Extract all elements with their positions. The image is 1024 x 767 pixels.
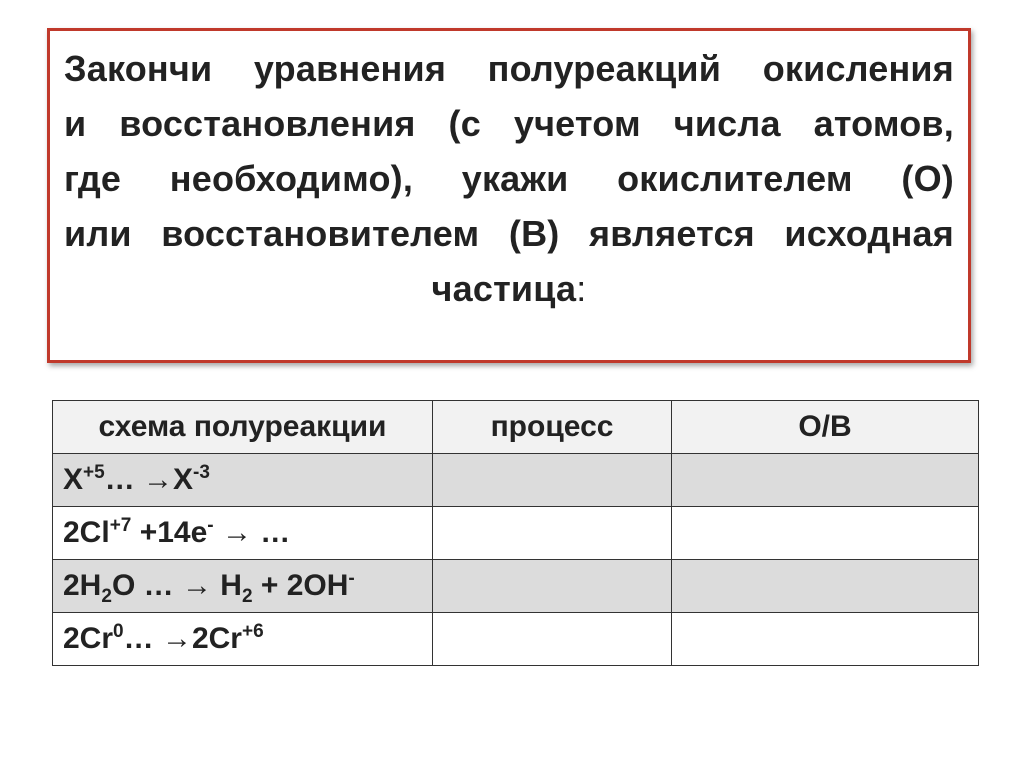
task-word: является [589,213,755,254]
table-header-row [53,401,979,454]
task-word: необходимо), [169,158,414,199]
task-box [47,28,971,363]
scheme-part: 2H [63,569,102,602]
task-colon: : [576,268,587,309]
task-word: и [64,103,87,144]
task-word: окислителем [617,158,853,199]
scheme-part: → … [213,516,291,549]
task-word: или [64,213,132,254]
scheme-part: - [207,515,214,536]
table-row [53,560,979,613]
scheme-part: +14e [131,516,208,549]
task-word: атомов, [813,103,954,144]
task-line-2 [64,96,954,151]
task-word: (с [448,103,481,144]
scheme-part: 2Cl [63,516,110,549]
header-ov: О/В [672,401,979,454]
ov-cell[interactable] [672,454,979,507]
scheme-part: X [63,463,84,496]
process-cell[interactable] [433,507,672,560]
reactions-table [52,400,979,666]
process-cell[interactable] [433,454,672,507]
task-line-5 [64,261,954,316]
table-row [53,613,979,666]
scheme-cell [53,507,433,560]
ov-cell[interactable] [672,560,979,613]
scheme-part: -3 [193,462,210,483]
task-word: укажи [461,158,569,199]
scheme-part: … →2Cr [123,622,242,655]
task-word: исходная [784,213,954,254]
table-row [53,507,979,560]
scheme-part: +5 [83,462,105,483]
task-word: учетом [513,103,641,144]
scheme-part: + 2OH [252,569,349,602]
scheme-part: 0 [113,621,124,642]
scheme-part: - [348,568,355,589]
ov-cell[interactable] [672,613,979,666]
ov-cell[interactable] [672,507,979,560]
scheme-cell [53,560,433,613]
task-word: полуреакций [487,48,722,89]
table-row [53,454,979,507]
task-word: уравнения [253,48,447,89]
scheme-part: 2 [101,586,112,607]
task-word: числа [673,103,781,144]
process-cell[interactable] [433,560,672,613]
task-word: восстановления [119,103,416,144]
task-word: Закончи [64,48,213,89]
task-word: окисления [762,48,954,89]
scheme-part: … →X [104,463,194,496]
scheme-part: 2 [241,586,253,607]
scheme-cell [53,454,433,507]
scheme-part: +7 [109,515,132,536]
task-line-1 [64,41,954,96]
scheme-cell [53,613,433,666]
task-word: восстановителем [161,213,480,254]
scheme-part: 2Cr [63,622,114,655]
header-scheme: схема полуреакции [53,401,433,454]
task-word: (В) [508,213,560,254]
task-word: где [64,158,122,199]
header-process: процесс [433,401,672,454]
task-line-4 [64,206,954,261]
task-last-word: частица [431,268,577,309]
scheme-part: O … → H [111,569,242,602]
task-line-3 [64,151,954,206]
process-cell[interactable] [433,613,672,666]
task-word: (О) [901,158,954,199]
scheme-part: +6 [241,621,264,642]
